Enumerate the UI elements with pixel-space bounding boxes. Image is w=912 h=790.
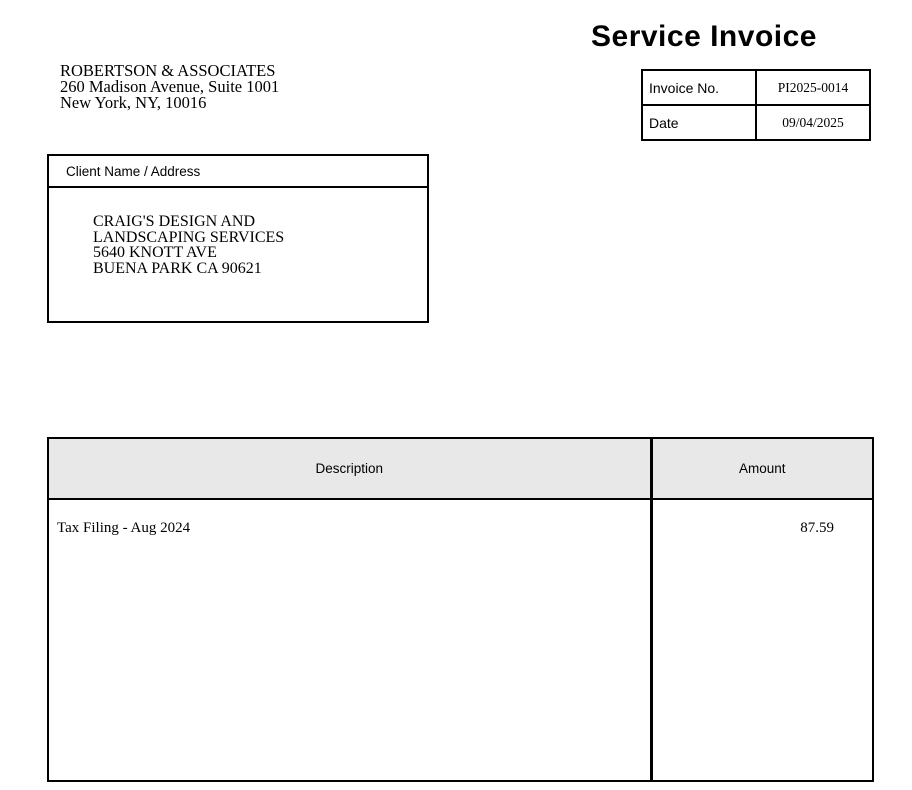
page-title: Service Invoice: [591, 20, 817, 53]
line-items-header-row: [48, 438, 873, 499]
client-address-line: BUENA PARK CA 90621: [93, 259, 262, 277]
line-item-description: Tax Filing - Aug 2024: [48, 499, 651, 781]
line-items-table: [47, 437, 874, 782]
invoice-meta-table: [641, 69, 871, 141]
invoice-number-label: Invoice No.: [642, 70, 756, 105]
client-address-box: [47, 154, 429, 323]
invoice-number-row: [642, 70, 870, 105]
invoice-date-row: [642, 105, 870, 140]
company-name: ROBERTSON & ASSOCIATES: [60, 61, 276, 80]
client-address: [49, 188, 427, 276]
client-address-line: LANDSCAPING SERVICES: [93, 228, 285, 246]
invoice-number-value: PI2025-0014: [756, 70, 870, 105]
client-address-line: CRAIG'S DESIGN AND: [93, 213, 256, 230]
amount-column-header: Amount: [651, 438, 873, 499]
line-item-amount: 87.59: [651, 499, 873, 781]
client-box-label: Client Name / Address: [49, 156, 427, 188]
description-column-header: Description: [48, 438, 651, 499]
invoice-date-label: Date: [642, 105, 756, 140]
invoice-date-value: 09/04/2025: [756, 105, 870, 140]
company-address-block: [60, 63, 279, 111]
company-address-line1: 260 Madison Avenue, Suite 1001: [60, 77, 280, 96]
table-row: [48, 499, 873, 781]
company-address-line2: New York, NY, 10016: [60, 93, 207, 112]
client-address-line: 5640 KNOTT AVE: [93, 244, 217, 261]
